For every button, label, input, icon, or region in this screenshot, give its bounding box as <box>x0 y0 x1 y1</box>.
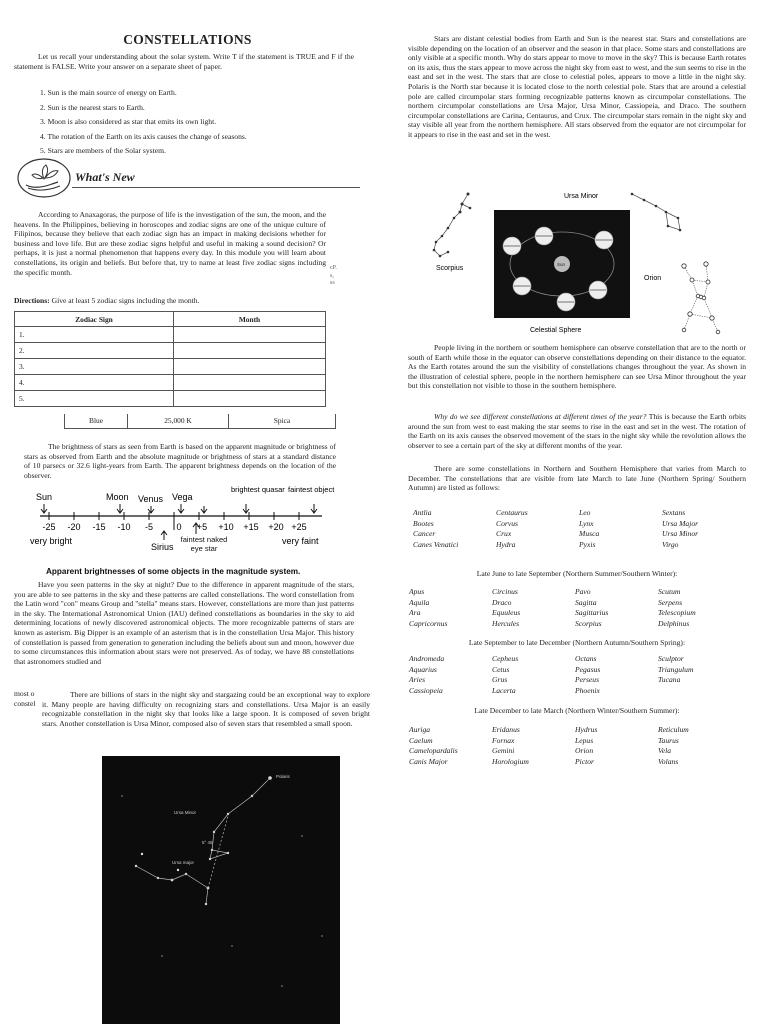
list-item: Ursa Major <box>662 518 699 528</box>
example-row <box>64 414 336 429</box>
answer-cell[interactable] <box>174 375 326 391</box>
list-item: Pictor <box>575 756 594 766</box>
list-item: Draco <box>492 597 512 607</box>
answer-cell[interactable] <box>174 343 326 359</box>
list-item: Horologium <box>492 756 529 766</box>
moon-label: Moon <box>106 492 129 502</box>
whats-new-heading: What's New <box>75 170 135 184</box>
list-item: Virgo <box>662 539 679 549</box>
example-star: Spica <box>228 414 335 428</box>
table-row[interactable] <box>15 375 326 391</box>
scorpius-constellation <box>433 193 472 258</box>
answer-cell[interactable] <box>174 327 326 343</box>
row-number: 4. <box>15 375 174 391</box>
ursa-minor-constellation <box>631 193 682 232</box>
example-color: Blue <box>89 416 103 425</box>
list-item: Octans <box>575 654 597 663</box>
seasons-paragraph <box>408 412 746 450</box>
zodiac-table <box>14 311 326 407</box>
polaris-label: Polaris <box>276 774 290 779</box>
ursa-minor-label: Ursa Minor <box>174 810 197 815</box>
list-item: Auriga <box>409 725 431 734</box>
row-number: 2. <box>15 343 174 359</box>
seasons-question: Why do we see different constellations at different times of the year? <box>434 412 647 421</box>
table-row[interactable] <box>15 391 326 407</box>
list-item: Telescopium <box>658 608 696 617</box>
list-item: Tucana <box>658 675 681 684</box>
list-item: Musca <box>579 529 600 538</box>
list-item: Pegasus <box>575 664 601 674</box>
summer-list <box>409 587 741 629</box>
list-item: Equuleus <box>492 608 521 617</box>
list-item: Centaurus <box>496 508 528 517</box>
list-item: Cepheus <box>492 654 519 663</box>
orion-constellation <box>682 262 720 334</box>
tick-label: -10 <box>117 522 131 532</box>
tick-label: -20 <box>67 522 81 532</box>
list-item: Antlia <box>413 508 432 517</box>
tick-label: -5 <box>144 522 154 532</box>
table-row[interactable] <box>15 343 326 359</box>
very-faint-label: very faint <box>282 536 319 546</box>
row-number: 5. <box>15 391 174 407</box>
list-item: Aries <box>409 675 426 684</box>
list-item: Pavo <box>575 587 591 596</box>
faintest-naked-eye-label: faintest naked eye star <box>180 536 228 553</box>
statement-item: 1. Sun is the main source of energy on Earth. <box>40 88 177 97</box>
faintest-object-label: faintest object <box>288 485 335 494</box>
winter-heading: Late December to late March (Northern Winter/Southern Summer): <box>474 706 680 715</box>
list-item: Lepus <box>575 735 594 745</box>
list-item: Leo <box>579 508 591 517</box>
list-item: Pyxis <box>579 539 596 549</box>
list-item: Ara <box>409 608 421 617</box>
hemisphere-paragraph: People living in the northern or southern hemisphere can observe constellation that are to the north or south of Earth while those in the equator can observe constellations depending on their distance to the equator. As the Earth rotates around the sun the visibility of constellations changes throughout the year. As shown in the illustration of celestial sphere, people in the northern hemisphere can see Ursa Minor throughout the year but this constellation not visible to those in the southern hemisphere. <box>408 343 746 391</box>
list-item: Scutum <box>658 587 681 596</box>
list-item: Triangulum <box>658 664 694 674</box>
tick-label: +20 <box>268 522 284 532</box>
winter-list <box>409 725 741 767</box>
spring-list <box>413 508 745 550</box>
billions-paragraph: There are billions of stars in the night sky and stargazing could be an exceptional way to explore it. Many people are having difficulty on recognizing stars and constellations. Ursa Major is an easily recognizable constellation in the night sky that looks like a large spoon. It is composed of seven bright stars. Another constellation is Ursa Minor, composed also of seven stars that resembled a small spoon. <box>42 690 370 728</box>
dipper-photo <box>102 756 340 1024</box>
list-item: Delphinus <box>658 618 690 628</box>
list-item: Apus <box>409 587 425 596</box>
table-row[interactable] <box>15 327 326 343</box>
list-item: Cetus <box>492 664 510 674</box>
patterns-paragraph: Have you seen patterns in the sky at night? Due to the difference in apparent magnitude of the stars, you are able to see patterns in the sky and these patterns are called constellations. The word constellation from the Latin word "con" means Group and "stella" means stars. However, constellations are more than just patterns in the sky. The International Astronomical Union (IAU) defined constellations as boundaries in the sky to aid determining locations of newly discovered astronomical objects. The more recognizable patterns of stars are known as asterism. Big Dipper is an example of an asterism that is in the constellation Ursa Major. This history of constellation is passed from generation to generation including the beliefs about sun and moon, however due to some circumstances this information about stars were not preserved. As of today, we have 88 constellations that astronomers studied and <box>14 580 354 666</box>
list-item: Lynx <box>579 518 594 528</box>
list-item: Canis Major <box>409 756 448 766</box>
ursa-major-label: Ursa major <box>172 860 195 865</box>
magnitude-diagram <box>26 484 336 570</box>
very-bright-label: very bright <box>30 536 73 546</box>
example-temperature: 25,000 K <box>127 414 228 428</box>
tick-label: -25 <box>42 522 56 532</box>
list-item: Perseus <box>575 675 600 684</box>
list-item: Hydra <box>496 539 516 549</box>
zodiac-header: Zodiac Sign <box>15 312 174 327</box>
list-item: Hydrus <box>575 725 598 734</box>
list-item: Canes Venatici <box>413 539 459 549</box>
list-item: Camelopardalis <box>409 746 458 755</box>
list-item: Aquarius <box>409 664 437 674</box>
ursa-minor-figure-label: Ursa Minor <box>564 193 599 200</box>
sun-label: Sun <box>36 492 53 502</box>
list-item: Sextans <box>662 508 686 517</box>
list-item: Taurus <box>658 735 679 745</box>
list-item: Ursa Minor <box>662 529 699 538</box>
tick-label: +25 <box>291 522 307 532</box>
list-item: Orion <box>575 746 594 755</box>
sphere-caption: Celestial Sphere <box>530 327 582 334</box>
scorpius-label: Scorpius <box>436 265 464 272</box>
list-item: Crux <box>496 529 512 538</box>
list-item: Hercules <box>492 618 520 628</box>
cut-off-text: constel <box>14 699 36 708</box>
list-item: Bootes <box>413 518 434 528</box>
list-item: Gemini <box>492 746 515 755</box>
list-item: Serpens <box>658 597 683 607</box>
list-item: Phoenix <box>575 685 600 695</box>
tick-label: +10 <box>218 522 234 532</box>
list-item: Sagittarius <box>575 608 609 617</box>
list-item: Aquila <box>409 597 430 607</box>
list-item: Reticulum <box>658 725 689 734</box>
statement-item: 2. Sun is the nearest stars to Earth. <box>40 102 145 112</box>
month-header: Month <box>174 312 326 327</box>
section-divider <box>72 187 360 188</box>
true-false-statements <box>40 88 360 161</box>
list-item: Lacerta <box>492 685 516 695</box>
tick-label: +5 <box>196 522 208 532</box>
list-item: Fornax <box>492 735 515 745</box>
venus-label: Venus <box>138 494 164 504</box>
circumpolar-paragraph: Stars are distant celestial bodies from Earth and Sun is the nearest star. Stars and constellations are visible depending on the location of an observer and the season in that place. Some stars and constellations are only visible at a specific month. Why do stars appear to move to move in the sky? This is because Earth rotates on its axis, thus the stars appear to move across the night sky from east to west, and the sun seems to rise in the east and set in the west. The stars that are close to celestial poles, appears to move a little in the night sky. Polaris is the North star because it is located close to the north celestial pole. Stars that are around a celestial pole are called circumpolar stars forming recognizable patterns known as circumpolar constellations. The northern circumpolar constellations are Ursa Major, Ursa Minor, Cassiopeia, and Draco. The southern circumpolar constellations are Carina, Centaurus, and Crux. The circumpolar stars remain in the night sky and stay visible all year from the northern hemisphere. All stars observed from the equator are not circumpolar for it appears to rise in the east and set in the west. <box>408 34 746 139</box>
vega-label: Vega <box>172 492 193 502</box>
statement-item: 3. Moon is also considered as star that emits its own light. <box>40 117 217 126</box>
quasar-label: brightest quasar <box>231 485 285 494</box>
directions-text: Give at least 5 zodiac signs including the month. <box>51 296 200 305</box>
celestial-sphere-figure <box>408 186 748 336</box>
list-intro-paragraph: There are some constellations in Northern and Southern Hemisphere that varies from March to December. The constellations that are visible from late March to late June (Northern Spring/ Southern Autumn) are listed as follows: <box>408 464 746 493</box>
list-item: Cancer <box>413 529 436 538</box>
tick-label: +15 <box>243 522 259 532</box>
tick-label: -15 <box>92 522 106 532</box>
directions-label: Directions: <box>14 296 50 305</box>
row-number: 1. <box>15 327 174 343</box>
list-item: Andromeda <box>409 654 445 663</box>
brightness-paragraph: The brightness of stars as seen from Earth is based on the apparent magnitude or brightness of stars as observed from Earth and the absolute magnitude or brightness of stars at a standard distance of 10 parsecs or 32.6 light-years from Earth. The apparent brightness depends on the location of the observer. <box>24 442 336 480</box>
orion-label: Orion <box>644 275 662 282</box>
autumn-heading: Late September to late December (Northern Autumn/Southern Spring): <box>468 638 686 647</box>
sirius-label: Sirius <box>151 542 174 552</box>
list-item: Scorpius <box>575 618 602 628</box>
tick-label: 0 <box>176 522 182 532</box>
list-item: Corvus <box>496 518 518 528</box>
list-item: Grus <box>492 675 508 684</box>
angle-label: 5° 45' <box>202 840 214 845</box>
list-item: Sculptor <box>658 654 684 663</box>
list-item: Circinus <box>492 587 518 596</box>
intro-paragraph: Let us recall your understanding about the solar system. Write T if the statement is TRUE and F if the statement is FALSE. Write your answer on a separate sheet of paper. <box>14 52 354 71</box>
list-item: Cassiopeia <box>409 685 443 695</box>
page-title: CONSTELLATIONS <box>123 32 252 47</box>
list-item: Vela <box>658 746 672 755</box>
cut-off-text: cP. s, ss <box>330 265 337 286</box>
hand-leaf-icon <box>16 157 72 199</box>
row-number: 3. <box>15 359 174 375</box>
seasons-answer: This is because the Earth orbits around the sun from west to east making the star seems to rise in the east and set in the west. The rotation of the Earth on its axis causes the observed movement of the stars in the night sky while the revolution allows the observer to see a certain part of the sky at different months of the year. <box>408 412 747 450</box>
answer-cell[interactable] <box>174 391 326 407</box>
list-item: Eridanus <box>492 725 520 734</box>
list-item: Sagitta <box>575 597 597 607</box>
list-item: Volans <box>658 756 679 766</box>
diagram-caption: Apparent brightnesses of some objects in the magnitude system. <box>46 567 301 576</box>
directions <box>14 296 334 306</box>
statement-item: 4. The rotation of the Earth on its axis causes the change of seasons. <box>40 131 247 141</box>
anaxagoras-paragraph: According to Anaxagoras, the purpose of life is the investigation of the sun, the moon, and the heavens. In the Philippines, believing in horoscopes and zodiac signs are one of the unique culture of Filipinos, because they believe that each zodiac sign has an impact in making decisions whether for business and love life. But are these zodiac signs helpful and useful in making a sound decision? Or perhaps, it is just a normal phenomenon that happens every day. In this module you will learn about constellations, its origin and beliefs. But before that, try to name at least five zodiac signs including the specific month. <box>14 210 326 277</box>
sun-figure-label: Sun <box>557 262 566 267</box>
statement-item: 5. Stars are members of the Solar system. <box>40 146 166 155</box>
cut-off-text: most o <box>14 689 35 698</box>
list-item: Capricornus <box>409 618 448 628</box>
list-item: Caelum <box>409 735 433 745</box>
summer-heading: Late June to late September (Northern Summer/Southern Winter): <box>476 569 678 578</box>
table-row[interactable] <box>15 359 326 375</box>
answer-cell[interactable] <box>174 359 326 375</box>
autumn-list <box>409 654 741 696</box>
